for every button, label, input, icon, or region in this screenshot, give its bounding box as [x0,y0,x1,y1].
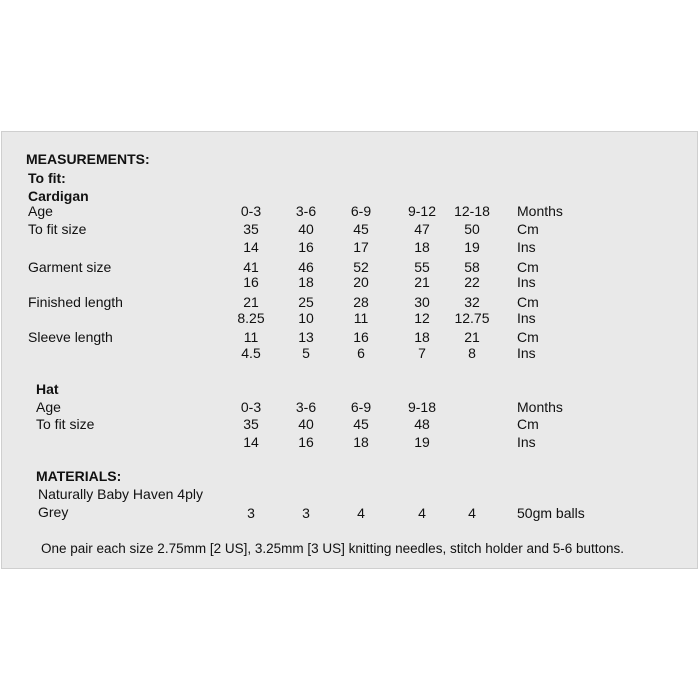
table-cell: 55 [414,259,430,275]
table-cell: 10 [298,310,314,326]
table-cell: 30 [414,294,430,310]
table-cell: 21 [243,294,259,310]
table-cell: 13 [298,329,314,345]
row-label: Sleeve length [28,329,113,345]
table-cell: 3-6 [295,399,317,415]
table-cell: 45 [353,221,369,237]
table-cell: 22 [464,274,480,290]
table-cell: 8.25 [237,310,265,326]
table-cell: 12 [414,310,430,326]
unit-label: Ins [517,239,536,255]
table-cell: 6-9 [350,399,372,415]
table-cell: 21 [414,274,430,290]
table-cell: 16 [298,239,314,255]
table-cell: 11 [353,310,369,326]
unit-label: Ins [517,345,536,361]
table-cell: 16 [353,329,369,345]
unit-label: Ins [517,434,536,450]
table-cell: 4.5 [241,345,261,361]
table-cell: 25 [298,294,314,310]
table-cell: 40 [298,416,314,432]
table-cell: 21 [464,329,480,345]
needles-note: One pair each size 2.75mm [2 US], 3.25mm [3 US] knitting needles, stitch holder and 5-6 buttons. [41,541,625,556]
unit-label: Months [517,399,563,415]
table-cell: 35 [243,416,259,432]
unit-label: Cm [517,329,539,345]
table-cell: 28 [353,294,369,310]
table-cell: 16 [298,434,314,450]
table-cell: 58 [464,259,480,275]
unit-label: 50gm balls [517,505,585,521]
measurements-heading: MEASUREMENTS: [26,151,150,167]
table-cell: 16 [243,274,259,290]
hat-heading: Hat [36,381,59,397]
row-label: Age [36,399,61,415]
table-cell: 18 [414,239,430,255]
table-cell: 50 [464,221,480,237]
table-cell: 18 [353,434,369,450]
table-cell: 18 [298,274,314,290]
materials-heading: MATERIALS: [36,468,122,484]
table-cell: 7 [418,345,426,361]
pattern-measurements-card [1,131,698,569]
yarn-colour: Grey [38,504,69,520]
to-fit-heading: To fit: [28,170,66,186]
table-cell: 8 [468,345,476,361]
table-cell: 9-18 [407,399,437,415]
table-cell: 40 [298,221,314,237]
table-cell: 35 [243,221,259,237]
table-cell: 45 [353,416,369,432]
table-cell: 46 [298,259,314,275]
yarn-name: Naturally Baby Haven 4ply [38,486,203,502]
table-cell: 18 [414,329,430,345]
unit-label: Ins [517,310,536,326]
table-cell: 6-9 [350,203,372,219]
table-cell: 14 [243,239,259,255]
unit-label: Months [517,203,563,219]
table-cell: 9-12 [407,203,437,219]
unit-label: Ins [517,274,536,290]
table-cell: 4 [418,505,426,521]
table-cell: 11 [243,329,259,345]
unit-label: Cm [517,416,539,432]
unit-label: Cm [517,259,539,275]
table-cell: 17 [353,239,369,255]
table-cell: 0-3 [240,203,262,219]
table-cell: 47 [414,221,430,237]
table-cell: 20 [353,274,369,290]
table-cell: 48 [414,416,430,432]
unit-label: Cm [517,221,539,237]
table-cell: 4 [468,505,476,521]
table-cell: 5 [302,345,310,361]
table-cell: 12-18 [454,203,490,219]
row-label: To fit size [36,416,95,432]
table-cell: 19 [414,434,430,450]
table-cell: 19 [464,239,480,255]
table-cell: 4 [357,505,365,521]
table-cell: 52 [353,259,369,275]
row-label: To fit size [28,221,87,237]
row-label: Garment size [28,259,112,275]
table-cell: 32 [464,294,480,310]
row-label: Finished length [28,294,123,310]
table-cell: 3 [302,505,310,521]
cardigan-heading: Cardigan [28,188,89,204]
table-cell: 3-6 [295,203,317,219]
unit-label: Cm [517,294,539,310]
table-cell: 0-3 [240,399,262,415]
table-cell: 14 [243,434,259,450]
table-cell: 12.75 [454,310,490,326]
table-cell: 6 [357,345,365,361]
table-cell: 3 [247,505,255,521]
table-cell: 41 [243,259,259,275]
row-label: Age [28,203,53,219]
